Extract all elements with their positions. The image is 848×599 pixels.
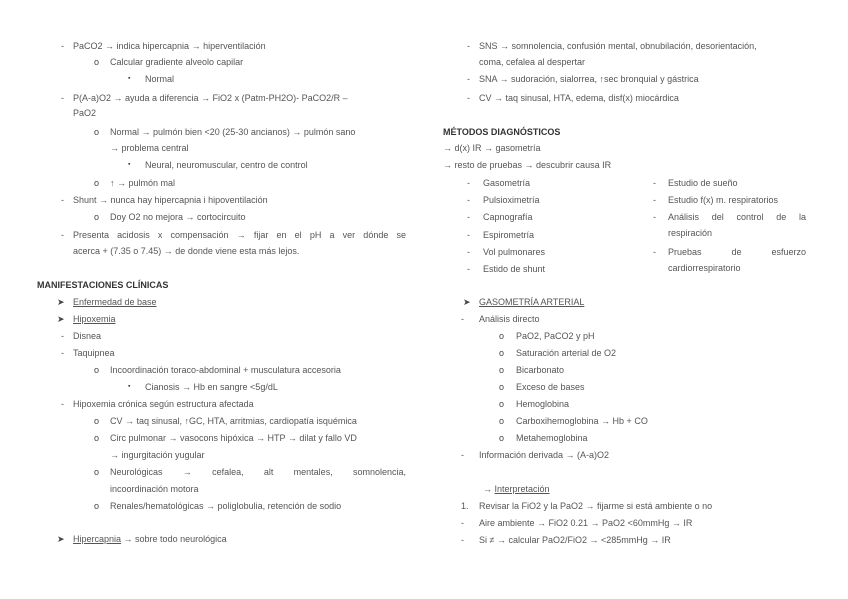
bullet-circle: o xyxy=(94,365,100,375)
text-line: → resto de pruebas → descubrir causa IR xyxy=(443,160,612,170)
bullet-dash: - xyxy=(467,93,470,103)
bullet-dash: - xyxy=(653,178,656,188)
text-line: Normal → pulmón bien <20 (25-30 ancianos) → pulmón sano xyxy=(110,127,356,137)
underlined-term: Interpretación xyxy=(494,484,550,494)
bullet-dash: - xyxy=(653,195,656,205)
text-line: Cianosis → Hb en sangre <5g/dL xyxy=(145,382,278,392)
bullet-dash: - xyxy=(653,212,656,222)
bullet-dash: - xyxy=(61,195,64,205)
bullet-dash: - xyxy=(653,247,656,257)
bullet-dash: - xyxy=(61,93,64,103)
text-line: Revisar la FiO2 y la PaO2 → fijarme si está ambiente o no xyxy=(479,501,713,511)
text-line: Renales/hematológicas → poliglobulia, retención de sodio xyxy=(110,501,342,511)
text-line: coma, cefalea al despertar xyxy=(479,57,586,67)
arrow-bullet: ➤ xyxy=(57,534,65,544)
bullet-circle: o xyxy=(499,399,505,409)
bullet-dash: - xyxy=(467,264,470,274)
bullet-dash: - xyxy=(61,399,64,409)
bullet-square: ▪ xyxy=(128,75,131,82)
text-line xyxy=(73,533,227,545)
text-line: SNA → sudoración, sialorrea, ↑sec bronquial y gástrica xyxy=(479,74,699,84)
bullet-dash: - xyxy=(467,230,470,240)
text-line: Disnea xyxy=(73,331,102,341)
list-item: Vol pulmonares xyxy=(483,247,546,257)
text-line: ↑ → pulmón mal xyxy=(110,178,176,188)
bullet-dash: - xyxy=(467,247,470,257)
bullet-dash: - xyxy=(461,450,464,460)
list-item: Capnografía xyxy=(483,212,533,222)
bullet-circle: o xyxy=(94,127,100,137)
text-line: Presenta acidosis x compensación → fijar en el pH a ver dónde se xyxy=(73,230,406,240)
bullet-dash: - xyxy=(467,212,470,222)
text-line: Hipoxemia crónica según estructura afectada xyxy=(73,399,254,409)
list-item: Exceso de bases xyxy=(516,382,585,392)
list-item: Bicarbonato xyxy=(516,365,565,375)
text-line: acerca + (7.35 o 7.45) → de donde viene esta más lejos. xyxy=(73,246,300,256)
bullet-dash: - xyxy=(467,195,470,205)
text-line: Enfermedad de base xyxy=(73,297,157,307)
bullet-circle: o xyxy=(499,416,505,426)
list-item: Saturación arterial de O2 xyxy=(516,348,617,358)
bullet-dash: - xyxy=(467,74,470,84)
list-item: Hemoglobina xyxy=(516,399,570,409)
bullet-square: ▪ xyxy=(128,383,131,390)
bullet-circle: o xyxy=(94,501,100,511)
list-item: Análisis del control de la xyxy=(668,212,806,222)
text-line: PaCO2 → indica hipercapnia → hiperventilación xyxy=(73,41,266,51)
number-marker: 1. xyxy=(461,501,469,511)
bullet-square: ▪ xyxy=(128,161,131,168)
bullet-dash: - xyxy=(461,535,464,545)
bullet-dash: - xyxy=(61,331,64,341)
bullet-dash: - xyxy=(61,41,64,51)
text-line: Incoordinación toraco-abdominal + musculatura accesoria xyxy=(110,365,341,375)
arrow-bullet: ➤ xyxy=(57,297,65,307)
bullet-circle: o xyxy=(499,382,505,392)
bullet-dash: - xyxy=(467,178,470,188)
list-item: Gasometría xyxy=(483,178,531,188)
list-item: Pruebas de esfuerzo xyxy=(668,247,806,257)
text-line: P(A-a)O2 → ayuda a diferencia → FiO2 x (Patm-PH2O)- PaCO2/R – xyxy=(73,93,348,103)
list-item: Carboxihemoglobina → Hb + CO xyxy=(516,416,648,426)
text-line: SNS → somnolencia, confusión mental, obnubilación, desorientación, xyxy=(479,41,757,51)
bullet-circle: o xyxy=(94,433,100,443)
text-line: Taquipnea xyxy=(73,348,115,358)
text-line: Hipoxemia xyxy=(73,314,116,324)
text-line: CV → taq sinusal, HTA, edema, disf(x) miocárdica xyxy=(479,93,679,103)
list-item: Espirometría xyxy=(483,230,535,240)
arrow-bullet: ➤ xyxy=(57,314,65,324)
text-line: → Interpretación xyxy=(483,484,550,494)
text-line: Doy O2 no mejora → cortocircuito xyxy=(110,212,246,222)
bullet-circle: o xyxy=(499,331,505,341)
bullet-dash: - xyxy=(461,518,464,528)
bullet-dash: - xyxy=(467,41,470,51)
text-line: PaO2 xyxy=(73,108,97,118)
bullet-circle: o xyxy=(94,416,100,426)
list-item: Estudio f(x) m. respiratorios xyxy=(668,195,779,205)
text-line: Neural, neuromuscular, centro de control xyxy=(145,160,308,170)
underlined-term: Hipercapnia xyxy=(73,534,122,544)
text-line: Aire ambiente → FiO2 0.21 → PaO2 <60mmHg → IR xyxy=(479,518,693,528)
bullet-circle: o xyxy=(94,212,100,222)
bullet-circle: o xyxy=(499,433,505,443)
text-line: Shunt → nunca hay hipercapnia i hipoventilación xyxy=(73,195,268,205)
text-line: Calcular gradiente alveolo capilar xyxy=(110,57,244,67)
list-item: Metahemoglobina xyxy=(516,433,588,443)
subsection-title: GASOMETRÍA ARTERIAL xyxy=(479,297,585,307)
section-heading: MÉTODOS DIAGNÓSTICOS xyxy=(443,127,561,137)
bullet-circle: o xyxy=(499,348,505,358)
text-line: Neurológicas → cefalea, alt mentales, somnolencia, xyxy=(110,467,406,477)
text-line: Circ pulmonar → vasocons hipóxica → HTP → dilat y fallo VD xyxy=(110,433,357,443)
bullet-dash: - xyxy=(461,314,464,324)
list-item: PaO2, PaCO2 y pH xyxy=(516,331,595,341)
text-line: Si ≠ → calcular PaO2/FiO2 → <285mmHg → IR xyxy=(479,535,671,545)
text-fragment: → sobre todo neurológica xyxy=(123,534,227,544)
text-line: CV → taq sinusal, ↑GC, HTA, arritmias, cardiopatía isquémica xyxy=(110,416,357,426)
text-line: Información derivada → (A-a)O2 xyxy=(479,450,610,460)
text-line: incoordinación motora xyxy=(110,484,199,494)
list-item: cardiorrespiratorio xyxy=(668,263,741,273)
bullet-dash: - xyxy=(61,230,64,240)
bullet-dash: - xyxy=(61,348,64,358)
list-item: Pulsioximetría xyxy=(483,195,540,205)
bullet-circle: o xyxy=(94,467,100,477)
text-line: Análisis directo xyxy=(479,314,540,324)
text-line: → ingurgitación yugular xyxy=(110,450,205,460)
list-item: Estudio de sueño xyxy=(668,178,738,188)
list-item: Estido de shunt xyxy=(483,264,546,274)
text-line: Normal xyxy=(145,74,175,84)
bullet-circle: o xyxy=(94,57,100,67)
text-line: → d(x) IR → gasometría xyxy=(443,143,541,153)
bullet-circle: o xyxy=(499,365,505,375)
list-item: respiración xyxy=(668,228,713,238)
bullet-circle: o xyxy=(94,178,100,188)
text-line: → problema central xyxy=(110,143,189,153)
arrow-bullet: ➤ xyxy=(463,297,471,307)
section-heading: MANIFESTACIONES CLÍNICAS xyxy=(37,280,169,290)
